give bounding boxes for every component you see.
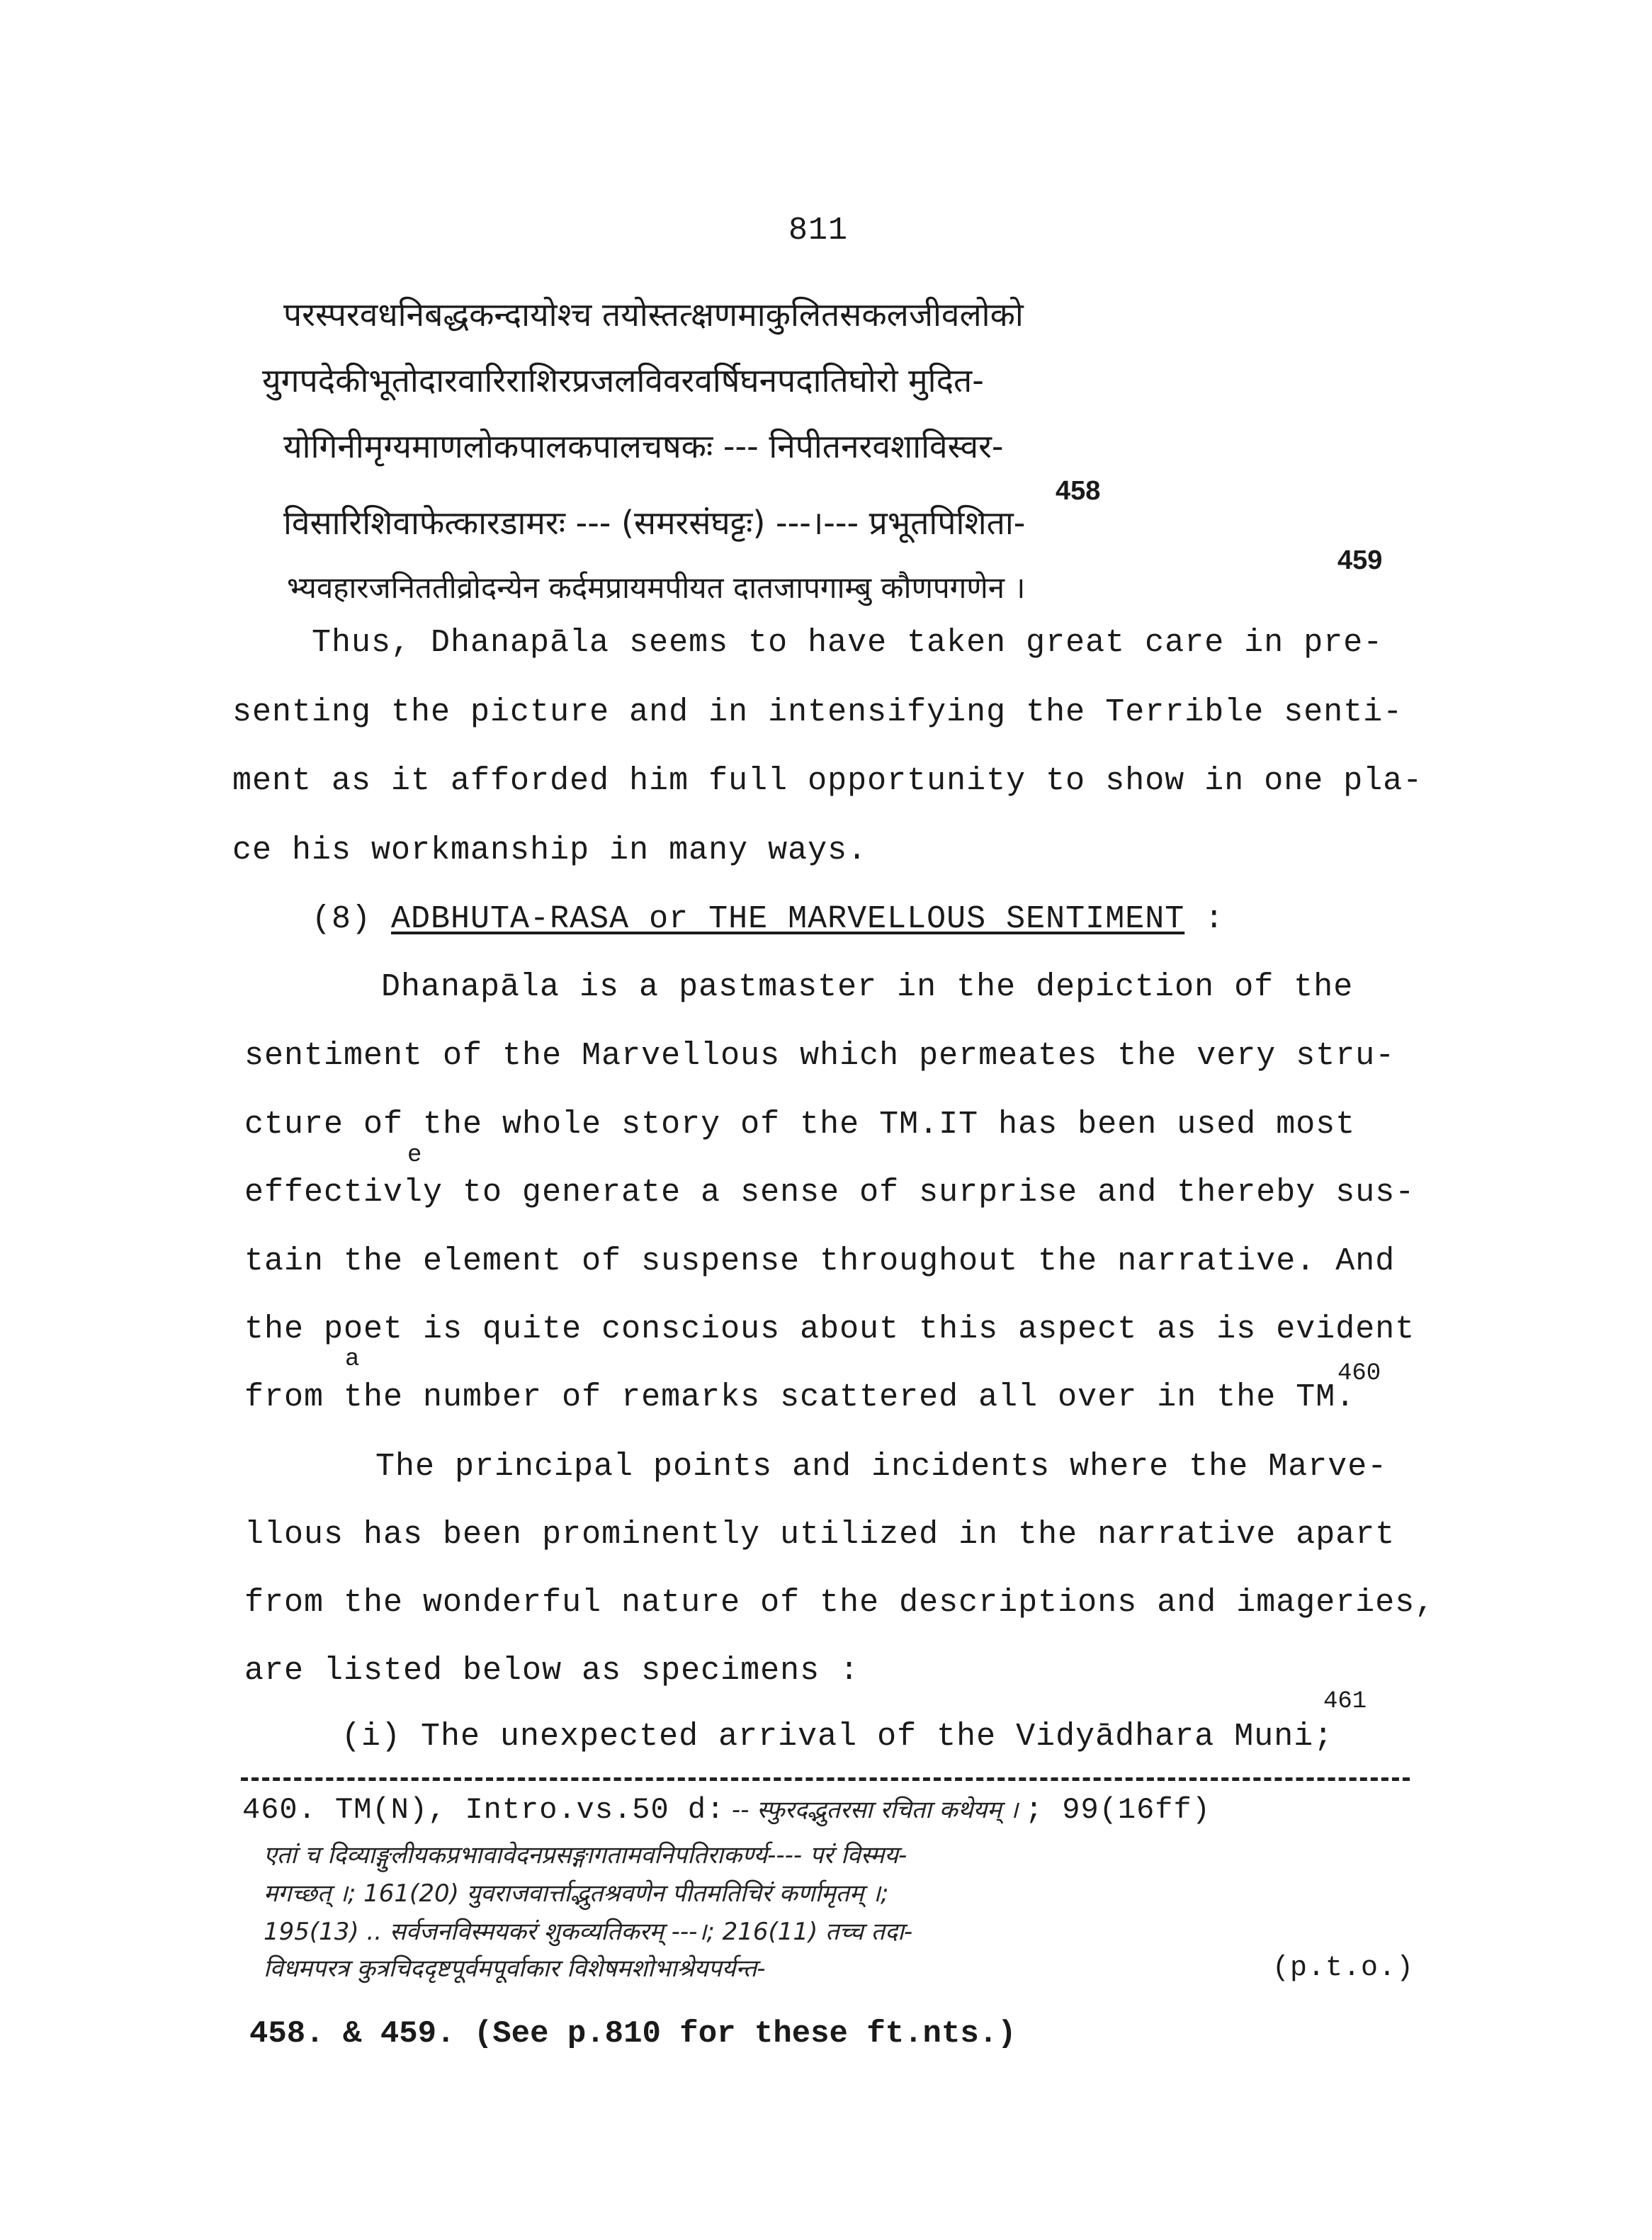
heading-colon: : xyxy=(1204,901,1225,937)
correction-e: e xyxy=(407,1142,422,1169)
sanskrit-line-1: परस्परवधनिबद्धकन्दायोश्च तयोस्तत्क्षणमाकुलितसकलजीवलोको xyxy=(283,295,1024,334)
sanskrit-line-2: युगपदेकीभूतोदारवारिराशिरप्रजलविवरवर्षिघनपदातिघोरो मुदित- xyxy=(262,361,984,400)
footnote-460-typed: 460. TM(N), Intro.vs.50 d: xyxy=(242,1793,725,1827)
para1-line-3: ment as it afforded him full opportunity to show in one pla- xyxy=(232,763,1423,799)
footnote-hand-line-2: मगच्छत् ।; 161(20) युवराजवार्त्ताद्भुतश्रवणेन पीतमतिचिरं कर्णामृतम् ।; xyxy=(264,1879,889,1908)
footnote-460-handwritten: -- स्फुरदद्भुतरसा रचिता कथेयम् । xyxy=(731,1796,1019,1824)
page-number: 811 xyxy=(788,213,849,249)
item-i: (i) The unexpected arrival of the Vidyādhara Muni; xyxy=(341,1719,1334,1755)
correction-a: a xyxy=(345,1346,360,1373)
para1-line-1: Thus, Dhanapāla seems to have taken great care in pre- xyxy=(312,625,1384,661)
pto-note: (p.t.o.) xyxy=(1272,1952,1415,1984)
footnote-460-typed-2: ; 99(16ff) xyxy=(1024,1793,1211,1827)
para3-line-4: are listed below as specimens : xyxy=(244,1653,860,1689)
para1-line-4: ce his workmanship in many ways. xyxy=(232,832,868,869)
ref-458: 458 xyxy=(1056,476,1101,506)
para3-line-2: llous has been prominently utilized in the narrative apart xyxy=(244,1517,1396,1553)
footnote-460 xyxy=(242,1792,1211,1827)
ref-461: 461 xyxy=(1323,1688,1367,1715)
para2-line-1: Dhanapāla is a pastmaster in the depiction of the xyxy=(381,969,1354,1005)
para2-line-6: the poet is quite conscious about this aspect as is evident xyxy=(244,1311,1415,1347)
para2-line-4: effectivly to generate a sense of surprise and thereby sus- xyxy=(244,1175,1415,1211)
para2-line-5: tain the element of suspense throughout the narrative. And xyxy=(244,1243,1396,1279)
footnote-divider xyxy=(241,1777,1410,1781)
sanskrit-line-4: विसारिशिवाफेत्कारडामरः --- (समरसंघट्टः) ---।--- प्रभूतपिशिता- xyxy=(283,504,1026,542)
ref-460: 460 xyxy=(1337,1360,1381,1387)
section-heading xyxy=(312,901,1224,937)
sanskrit-line-5: भ्यवहारजनिततीव्रोदन्येन कर्दमप्रायमपीयत दातजापगाम्बु कौणपगणेन । xyxy=(287,570,1026,605)
para2-line-7: from the number of remarks scattered all over in the TM. xyxy=(244,1379,1356,1415)
footnote-hand-line-3: 195(13) .. सर्वजनविस्मयकरं शुकव्यतिकरम् ---।; 216(11) तच्च तदा- xyxy=(264,1918,913,1946)
para2-line-2: sentiment of the Marvellous which permeates the very stru- xyxy=(244,1038,1396,1074)
heading-text: ADBHUTA-RASA or THE MARVELLOUS SENTIMENT xyxy=(391,901,1185,937)
para3-line-1: The principal points and incidents where the Marve- xyxy=(375,1449,1388,1485)
para1-line-2: senting the picture and in intensifying the Terrible senti- xyxy=(232,694,1403,730)
sanskrit-line-3: योगिनीमृग्यमाणलोकपालकपालचषकः --- निपीतनरवशाविस्वर- xyxy=(283,427,1004,465)
footnote-hand-line-1: एतां च दिव्याङ्गुलीयकप्रभावावेदनप्रसङ्गागतामवनिपतिराकर्ण्य---- परं विस्मय- xyxy=(264,1841,907,1870)
footnote-hand-line-4: विधमपरत्र कुत्रचिददृष्टपूर्वमपूर्वाकार विशेषमशोभाश्रेयपर्यन्त- xyxy=(264,1955,766,1983)
heading-number: (8) xyxy=(312,901,372,937)
footnote-458-459: 458. & 459. (See p.810 for these ft.nts.) xyxy=(249,2016,1017,2052)
para2-line-3: cture of the whole story of the TM.IT has been used most xyxy=(244,1107,1356,1143)
para3-line-3: from the wonderful nature of the descriptions and imageries, xyxy=(244,1585,1435,1621)
ref-459: 459 xyxy=(1337,545,1383,575)
